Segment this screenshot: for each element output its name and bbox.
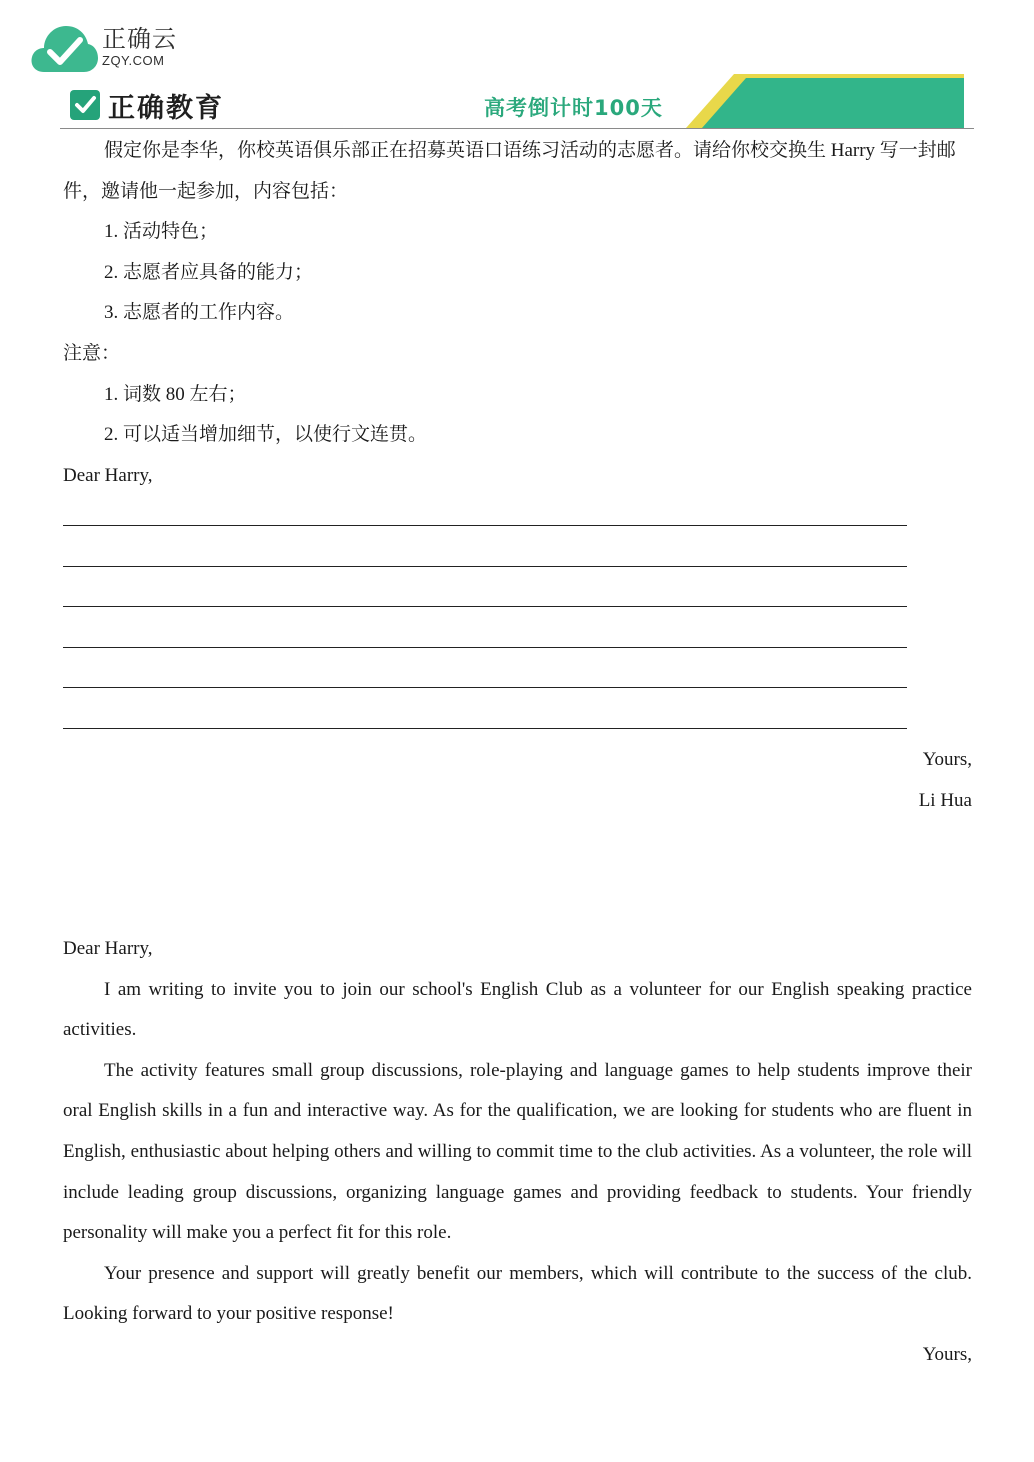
cloud-check-icon — [30, 22, 98, 74]
logo-wordmark — [102, 26, 177, 68]
document-body — [63, 131, 972, 1376]
question-salutation: Dear Harry, — [63, 464, 153, 486]
answer-paragraph-1: I am writing to invite you to join our school's English Club as a volunteer for our English speaking practice activities. — [63, 978, 972, 1041]
answer-paragraph-3: Your presence and support will greatly benefit our members, which will contribute to the success of the club. Looking forward to your positive response! — [63, 1262, 972, 1325]
writing-blank-line — [63, 659, 907, 700]
requirement-point-3: 3. 志愿者的工作内容。 — [104, 302, 295, 324]
writing-blank-line — [63, 618, 907, 659]
countdown-text: 高考倒计时100天 — [484, 96, 663, 120]
answer-salutation: Dear Harry, — [63, 938, 153, 960]
logo-domain: ZQY.COM — [102, 53, 165, 68]
requirement-point-2: 2. 志愿者应具备的能力； — [104, 261, 314, 283]
header-divider — [60, 128, 974, 129]
note-1: 1. 词数 80 左右； — [104, 383, 247, 405]
writing-blank-line — [63, 496, 907, 537]
check-icon — [70, 90, 100, 120]
brand-name: 正确教育 — [108, 92, 224, 124]
banner-label: 每日一题 — [718, 17, 858, 48]
daily-question-banner — [686, 74, 964, 128]
answer-closing: Yours, — [922, 1344, 972, 1366]
writing-blank-line — [63, 578, 907, 619]
zqy-logo — [30, 22, 190, 74]
brand — [70, 88, 224, 122]
question-closing: Yours, — [922, 748, 972, 770]
logo-cn-name: 正确云 — [102, 26, 177, 53]
writing-blank-line — [63, 699, 907, 740]
question-signature: Li Hua — [918, 789, 972, 811]
writing-blank-line — [63, 537, 907, 578]
note-label: 注意： — [63, 342, 121, 364]
note-2: 2. 可以适当增加细节，以使行文连贯。 — [104, 424, 428, 446]
question-intro: 假定你是李华，你校英语俱乐部正在招募英语口语练习活动的志愿者。请给你校交换生 Harry 写一封邮件，邀请他一起参加，内容包括： — [63, 140, 956, 202]
answer-paragraph-2: The activity features small group discussions, role-playing and language games to help students improve their oral English skills in a fun and interactive way. As for the qualification, we are looking for students who are fluent in English, enthusiastic about helping others and willing to commit time to the club activities. As a volunteer, the role will include leading group discussions, organizing language games and providing feedback to students. Your friendly personality will make you a perfect fit for this role. — [63, 1059, 972, 1244]
page-header — [60, 74, 974, 130]
requirement-point-1: 1. 活动特色； — [104, 221, 219, 243]
